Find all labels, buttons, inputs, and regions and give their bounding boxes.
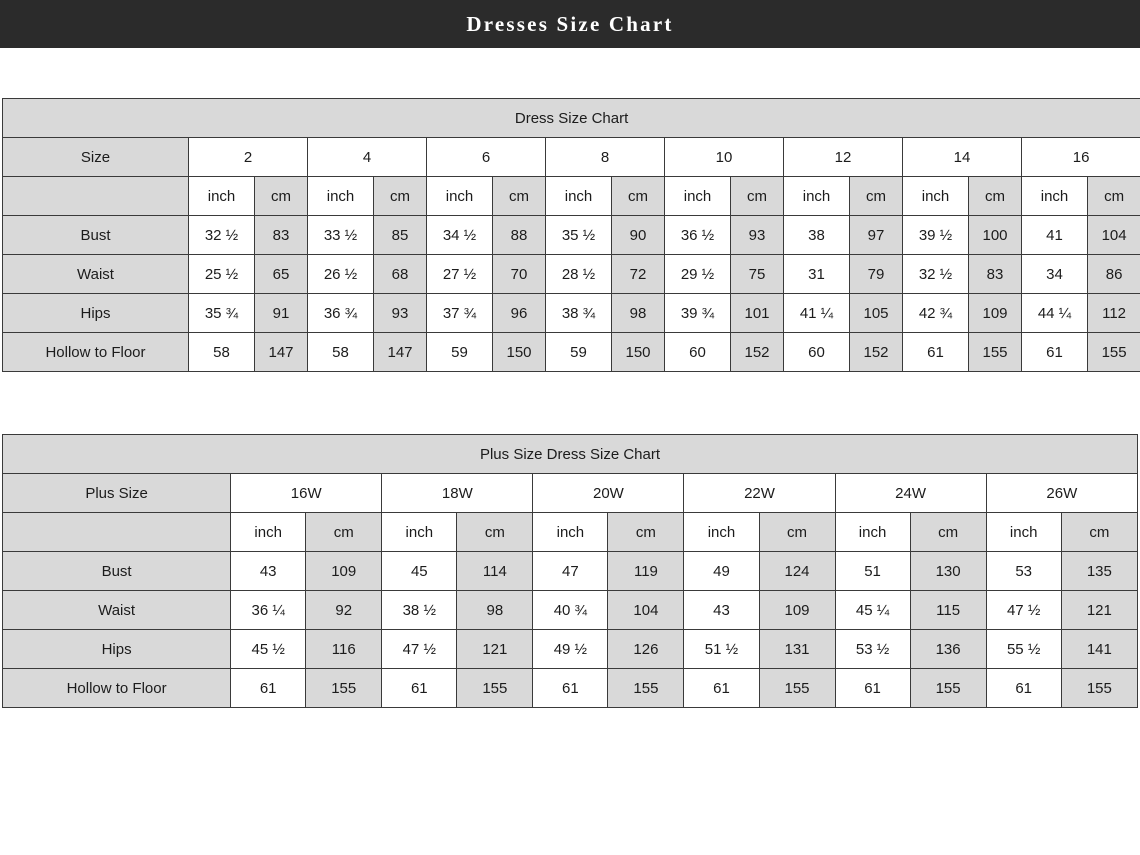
measure-cm: 147 xyxy=(374,333,427,372)
chart-title: Plus Size Dress Size Chart xyxy=(3,435,1138,474)
table-row xyxy=(3,435,1138,474)
measure-cm: 85 xyxy=(374,216,427,255)
measure-cm: 92 xyxy=(306,591,382,630)
spacer-between-charts xyxy=(2,372,1138,434)
unit-inch: inch xyxy=(427,177,493,216)
measure-label-hips: Hips xyxy=(3,630,231,669)
unit-cm: cm xyxy=(608,513,684,552)
measure-inch: 41 ¼ xyxy=(784,294,850,333)
measure-inch: 44 ¼ xyxy=(1022,294,1088,333)
size-column-header: 10 xyxy=(665,138,784,177)
measure-inch: 33 ½ xyxy=(308,216,374,255)
unit-cm: cm xyxy=(850,177,903,216)
plus-size-chart-table xyxy=(2,434,1138,708)
measure-cm: 70 xyxy=(493,255,546,294)
spacer-top xyxy=(2,48,1138,98)
size-charts-container xyxy=(0,48,1140,708)
measure-cm: 93 xyxy=(374,294,427,333)
measure-label-waist: Waist xyxy=(3,255,189,294)
size-column-header: 22W xyxy=(684,474,835,513)
measure-cm: 83 xyxy=(969,255,1022,294)
size-column-header: 6 xyxy=(427,138,546,177)
measure-cm: 86 xyxy=(1088,255,1140,294)
measure-label-hips: Hips xyxy=(3,294,189,333)
unit-row-blank xyxy=(3,177,189,216)
measure-inch: 35 ½ xyxy=(546,216,612,255)
measure-inch: 34 xyxy=(1022,255,1088,294)
measure-cm: 90 xyxy=(612,216,665,255)
measure-inch: 29 ½ xyxy=(665,255,731,294)
measure-inch: 53 ½ xyxy=(835,630,910,669)
measure-inch: 60 xyxy=(665,333,731,372)
unit-cm: cm xyxy=(759,513,835,552)
measure-cm: 83 xyxy=(255,216,308,255)
measure-inch: 35 ¾ xyxy=(189,294,255,333)
size-header-label: Size xyxy=(3,138,189,177)
table-row xyxy=(3,591,1138,630)
measure-inch: 61 xyxy=(684,669,759,708)
measure-inch: 61 xyxy=(533,669,608,708)
table-row xyxy=(3,216,1140,255)
measure-inch: 36 ½ xyxy=(665,216,731,255)
measure-inch: 40 ¾ xyxy=(533,591,608,630)
size-column-header: 16 xyxy=(1022,138,1140,177)
page-banner xyxy=(0,0,1140,48)
measure-inch: 28 ½ xyxy=(546,255,612,294)
measure-inch: 34 ½ xyxy=(427,216,493,255)
measure-cm: 65 xyxy=(255,255,308,294)
unit-inch: inch xyxy=(546,177,612,216)
measure-inch: 47 xyxy=(533,552,608,591)
measure-cm: 101 xyxy=(731,294,784,333)
unit-cm: cm xyxy=(1088,177,1140,216)
measure-cm: 93 xyxy=(731,216,784,255)
measure-cm: 121 xyxy=(1061,591,1137,630)
size-column-header: 16W xyxy=(231,474,382,513)
table-row xyxy=(3,513,1138,552)
unit-inch: inch xyxy=(231,513,306,552)
measure-inch: 31 xyxy=(784,255,850,294)
measure-inch: 32 ½ xyxy=(189,216,255,255)
measure-cm: 114 xyxy=(457,552,533,591)
measure-label-hollow-to-floor: Hollow to Floor xyxy=(3,669,231,708)
measure-inch: 47 ½ xyxy=(382,630,457,669)
measure-inch: 49 ½ xyxy=(533,630,608,669)
measure-inch: 55 ½ xyxy=(986,630,1061,669)
dress-size-chart-table xyxy=(2,98,1140,372)
measure-inch: 43 xyxy=(684,591,759,630)
unit-cm: cm xyxy=(910,513,986,552)
table-row xyxy=(3,474,1138,513)
measure-cm: 105 xyxy=(850,294,903,333)
measure-inch: 60 xyxy=(784,333,850,372)
measure-inch: 25 ½ xyxy=(189,255,255,294)
measure-inch: 51 xyxy=(835,552,910,591)
table-row xyxy=(3,630,1138,669)
measure-cm: 88 xyxy=(493,216,546,255)
measure-inch: 61 xyxy=(986,669,1061,708)
unit-inch: inch xyxy=(986,513,1061,552)
measure-inch: 45 ½ xyxy=(231,630,306,669)
dress-size-chart-block xyxy=(2,98,1138,372)
unit-inch: inch xyxy=(784,177,850,216)
measure-inch: 36 ¼ xyxy=(231,591,306,630)
size-column-header: 24W xyxy=(835,474,986,513)
measure-inch: 43 xyxy=(231,552,306,591)
measure-inch: 39 ½ xyxy=(903,216,969,255)
measure-cm: 121 xyxy=(457,630,533,669)
measure-cm: 155 xyxy=(1061,669,1137,708)
measure-label-bust: Bust xyxy=(3,216,189,255)
unit-inch: inch xyxy=(1022,177,1088,216)
measure-cm: 155 xyxy=(608,669,684,708)
measure-cm: 104 xyxy=(1088,216,1140,255)
unit-inch: inch xyxy=(533,513,608,552)
measure-inch: 59 xyxy=(427,333,493,372)
measure-inch: 38 ½ xyxy=(382,591,457,630)
measure-cm: 98 xyxy=(457,591,533,630)
measure-cm: 141 xyxy=(1061,630,1137,669)
unit-inch: inch xyxy=(903,177,969,216)
table-row xyxy=(3,138,1140,177)
measure-cm: 150 xyxy=(493,333,546,372)
measure-cm: 104 xyxy=(608,591,684,630)
measure-inch: 61 xyxy=(903,333,969,372)
unit-inch: inch xyxy=(665,177,731,216)
measure-cm: 152 xyxy=(850,333,903,372)
measure-cm: 96 xyxy=(493,294,546,333)
unit-inch: inch xyxy=(382,513,457,552)
size-header-label: Plus Size xyxy=(3,474,231,513)
measure-inch: 47 ½ xyxy=(986,591,1061,630)
measure-cm: 72 xyxy=(612,255,665,294)
table-row xyxy=(3,552,1138,591)
measure-inch: 59 xyxy=(546,333,612,372)
measure-cm: 135 xyxy=(1061,552,1137,591)
table-row xyxy=(3,333,1140,372)
unit-cm: cm xyxy=(374,177,427,216)
measure-inch: 42 ¾ xyxy=(903,294,969,333)
size-column-header: 2 xyxy=(189,138,308,177)
measure-inch: 26 ½ xyxy=(308,255,374,294)
measure-inch: 45 xyxy=(382,552,457,591)
measure-cm: 155 xyxy=(910,669,986,708)
unit-cm: cm xyxy=(457,513,533,552)
unit-cm: cm xyxy=(493,177,546,216)
measure-inch: 61 xyxy=(382,669,457,708)
measure-inch: 45 ¼ xyxy=(835,591,910,630)
measure-cm: 126 xyxy=(608,630,684,669)
measure-cm: 97 xyxy=(850,216,903,255)
measure-inch: 41 xyxy=(1022,216,1088,255)
measure-inch: 51 ½ xyxy=(684,630,759,669)
unit-row-blank xyxy=(3,513,231,552)
measure-cm: 116 xyxy=(306,630,382,669)
unit-cm: cm xyxy=(731,177,784,216)
measure-cm: 131 xyxy=(759,630,835,669)
table-row xyxy=(3,255,1140,294)
measure-inch: 61 xyxy=(835,669,910,708)
page-title: Dresses Size Chart xyxy=(466,11,674,36)
measure-cm: 115 xyxy=(910,591,986,630)
chart-title: Dress Size Chart xyxy=(3,99,1140,138)
measure-cm: 124 xyxy=(759,552,835,591)
unit-inch: inch xyxy=(835,513,910,552)
measure-cm: 79 xyxy=(850,255,903,294)
measure-cm: 100 xyxy=(969,216,1022,255)
plus-size-chart-block xyxy=(2,434,1138,708)
measure-cm: 109 xyxy=(969,294,1022,333)
table-row xyxy=(3,294,1140,333)
measure-cm: 152 xyxy=(731,333,784,372)
measure-inch: 32 ½ xyxy=(903,255,969,294)
size-column-header: 12 xyxy=(784,138,903,177)
measure-cm: 147 xyxy=(255,333,308,372)
table-row xyxy=(3,177,1140,216)
measure-label-hollow-to-floor: Hollow to Floor xyxy=(3,333,189,372)
unit-inch: inch xyxy=(308,177,374,216)
measure-inch: 58 xyxy=(308,333,374,372)
size-column-header: 26W xyxy=(986,474,1137,513)
measure-cm: 75 xyxy=(731,255,784,294)
measure-inch: 39 ¾ xyxy=(665,294,731,333)
measure-cm: 98 xyxy=(612,294,665,333)
measure-cm: 136 xyxy=(910,630,986,669)
unit-cm: cm xyxy=(1061,513,1137,552)
measure-cm: 155 xyxy=(306,669,382,708)
unit-cm: cm xyxy=(969,177,1022,216)
measure-cm: 119 xyxy=(608,552,684,591)
measure-cm: 155 xyxy=(1088,333,1140,372)
unit-cm: cm xyxy=(306,513,382,552)
measure-inch: 38 xyxy=(784,216,850,255)
measure-cm: 150 xyxy=(612,333,665,372)
measure-cm: 112 xyxy=(1088,294,1140,333)
measure-label-waist: Waist xyxy=(3,591,231,630)
measure-label-bust: Bust xyxy=(3,552,231,591)
size-column-header: 4 xyxy=(308,138,427,177)
measure-cm: 109 xyxy=(759,591,835,630)
measure-cm: 91 xyxy=(255,294,308,333)
measure-inch: 37 ¾ xyxy=(427,294,493,333)
measure-inch: 38 ¾ xyxy=(546,294,612,333)
measure-cm: 109 xyxy=(306,552,382,591)
measure-cm: 155 xyxy=(759,669,835,708)
size-column-header: 20W xyxy=(533,474,684,513)
size-column-header: 14 xyxy=(903,138,1022,177)
unit-cm: cm xyxy=(255,177,308,216)
size-column-header: 18W xyxy=(382,474,533,513)
measure-cm: 155 xyxy=(457,669,533,708)
measure-cm: 130 xyxy=(910,552,986,591)
unit-inch: inch xyxy=(684,513,759,552)
table-row xyxy=(3,669,1138,708)
measure-inch: 58 xyxy=(189,333,255,372)
measure-cm: 68 xyxy=(374,255,427,294)
unit-inch: inch xyxy=(189,177,255,216)
measure-inch: 36 ¾ xyxy=(308,294,374,333)
table-row xyxy=(3,99,1140,138)
unit-cm: cm xyxy=(612,177,665,216)
size-column-header: 8 xyxy=(546,138,665,177)
measure-inch: 61 xyxy=(1022,333,1088,372)
measure-inch: 53 xyxy=(986,552,1061,591)
measure-inch: 49 xyxy=(684,552,759,591)
measure-cm: 155 xyxy=(969,333,1022,372)
measure-inch: 61 xyxy=(231,669,306,708)
measure-inch: 27 ½ xyxy=(427,255,493,294)
